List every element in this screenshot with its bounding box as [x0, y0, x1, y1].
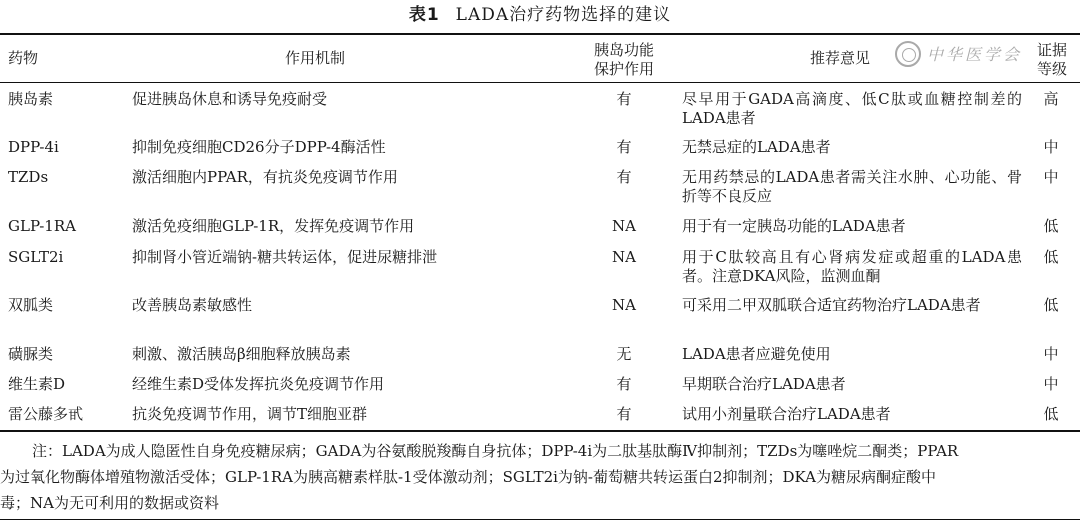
row-9-drug: 雷公藤多甙: [8, 405, 84, 423]
row-6-evidence: 低: [1043, 296, 1059, 314]
top-rule: [0, 33, 1080, 35]
row-7-drug: 磺脲类: [8, 345, 54, 363]
row-1-protection: 有: [616, 90, 632, 108]
row-4-evidence: 低: [1043, 217, 1059, 235]
row-7-recommendation: LADA患者应避免使用: [682, 345, 831, 363]
row-3-protection: 有: [616, 168, 632, 186]
row-2-mechanism: 抑制免疫细胞CD26分子DPP-4酶活性: [132, 138, 386, 156]
row-2-recommendation: 无禁忌症的LADA患者: [682, 138, 831, 156]
row-4-protection: NA: [612, 217, 636, 235]
row-8-evidence: 中: [1043, 375, 1059, 393]
row-3-recommendation: 无用药禁忌的LADA患者需关注水肿、心功能、骨折等不良反应: [682, 168, 1022, 205]
row-5-evidence: 低: [1043, 248, 1059, 266]
row-3-drug: TZDs: [8, 168, 49, 186]
footnote-line-3: 毒；NA为无可利用的数据或资料: [0, 494, 219, 512]
table-footnote: [0, 438, 1080, 516]
row-2-drug: DPP-4i: [8, 138, 59, 156]
table-caption: LADA治疗药物选择的建议: [455, 5, 672, 25]
row-6-mechanism: 改善胰岛素敏感性: [132, 296, 253, 314]
row-2-protection: 有: [616, 138, 632, 156]
seal-icon: [895, 41, 921, 67]
footnote-line-1: 注：LADA为成人隐匿性自身免疫糖尿病；GADA为谷氨酸脱羧酶自身抗体；DPP-4i为二肽基肽酶Ⅳ抑制剂；TZDs为噻唑烷二酮类；PPAR: [32, 442, 959, 460]
row-1-mechanism: 促进胰岛休息和诱导免疫耐受: [132, 90, 328, 108]
header-drug: 药物: [8, 49, 39, 67]
row-4-recommendation: 用于有一定胰岛功能的LADA患者: [682, 217, 906, 235]
row-9-recommendation: 试用小剂量联合治疗LADA患者: [682, 405, 891, 423]
row-9-evidence: 低: [1043, 405, 1059, 423]
header-evidence-line1: 证据: [1036, 41, 1067, 59]
row-5-drug: SGLT2i: [8, 248, 64, 266]
row-5-protection: NA: [612, 248, 636, 266]
row-9-protection: 有: [616, 405, 632, 423]
header-rule: [0, 82, 1080, 83]
row-1-recommendation: 尽早用于GADA高滴度、低C肽或血糖控制差的LADA患者: [682, 90, 1022, 127]
watermark-logo: [895, 38, 1045, 72]
row-7-evidence: 中: [1043, 345, 1059, 363]
row-9-mechanism: 抗炎免疫调节作用，调节T细胞亚群: [132, 405, 368, 423]
row-7-protection: 无: [616, 345, 632, 363]
row-7-mechanism: 刺激、激活胰岛β细胞释放胰岛素: [132, 345, 351, 363]
row-8-mechanism: 经维生素D受体发挥抗炎免疫调节作用: [132, 375, 385, 393]
header-protection-line2: 保护作用: [593, 60, 654, 78]
footnote-rule: [0, 519, 1080, 520]
footnote-line-2: 为过氧化物酶体增殖物激活受体；GLP-1RA为胰高糖素样肽-1受体激动剂；SGLT2i为钠-葡萄糖共转运蛋白2抑制剂；DKA为糖尿病酮症酸中: [0, 468, 936, 486]
header-recommendation: 推荐意见: [810, 49, 871, 67]
row-5-mechanism: 抑制肾小管近端钠-糖共转运体，促进尿糖排泄: [132, 248, 438, 266]
row-6-drug: 双胍类: [8, 296, 54, 314]
row-2-evidence: 中: [1043, 138, 1059, 156]
row-6-protection: NA: [612, 296, 636, 314]
header-evidence-line2: 等级: [1036, 60, 1067, 78]
row-4-drug: GLP-1RA: [8, 217, 76, 235]
header-protection-line1: 胰岛功能: [593, 41, 654, 59]
row-8-recommendation: 早期联合治疗LADA患者: [682, 375, 846, 393]
row-1-drug: 胰岛素: [8, 90, 54, 108]
row-3-mechanism: 激活细胞内PPAR，有抗炎免疫调节作用: [132, 168, 398, 186]
row-8-protection: 有: [616, 375, 632, 393]
watermark-text: 中华医学会: [927, 45, 1023, 64]
row-1-evidence: 高: [1043, 90, 1059, 108]
table-number: 表1: [408, 5, 440, 25]
row-8-drug: 维生素D: [8, 375, 66, 393]
row-4-mechanism: 激活免疫细胞GLP-1R，发挥免疫调节作用: [132, 217, 415, 235]
row-5-recommendation: 用于C肽较高且有心肾病发症或超重的LADA患者。注意DKA风险，监测血酮: [682, 248, 1022, 285]
header-mechanism: 作用机制: [285, 49, 346, 67]
row-3-evidence: 中: [1043, 168, 1059, 186]
bottom-rule: [0, 430, 1080, 432]
table-title: [0, 2, 1080, 28]
row-6-recommendation: 可采用二甲双胍联合适宜药物治疗LADA患者: [682, 296, 981, 314]
